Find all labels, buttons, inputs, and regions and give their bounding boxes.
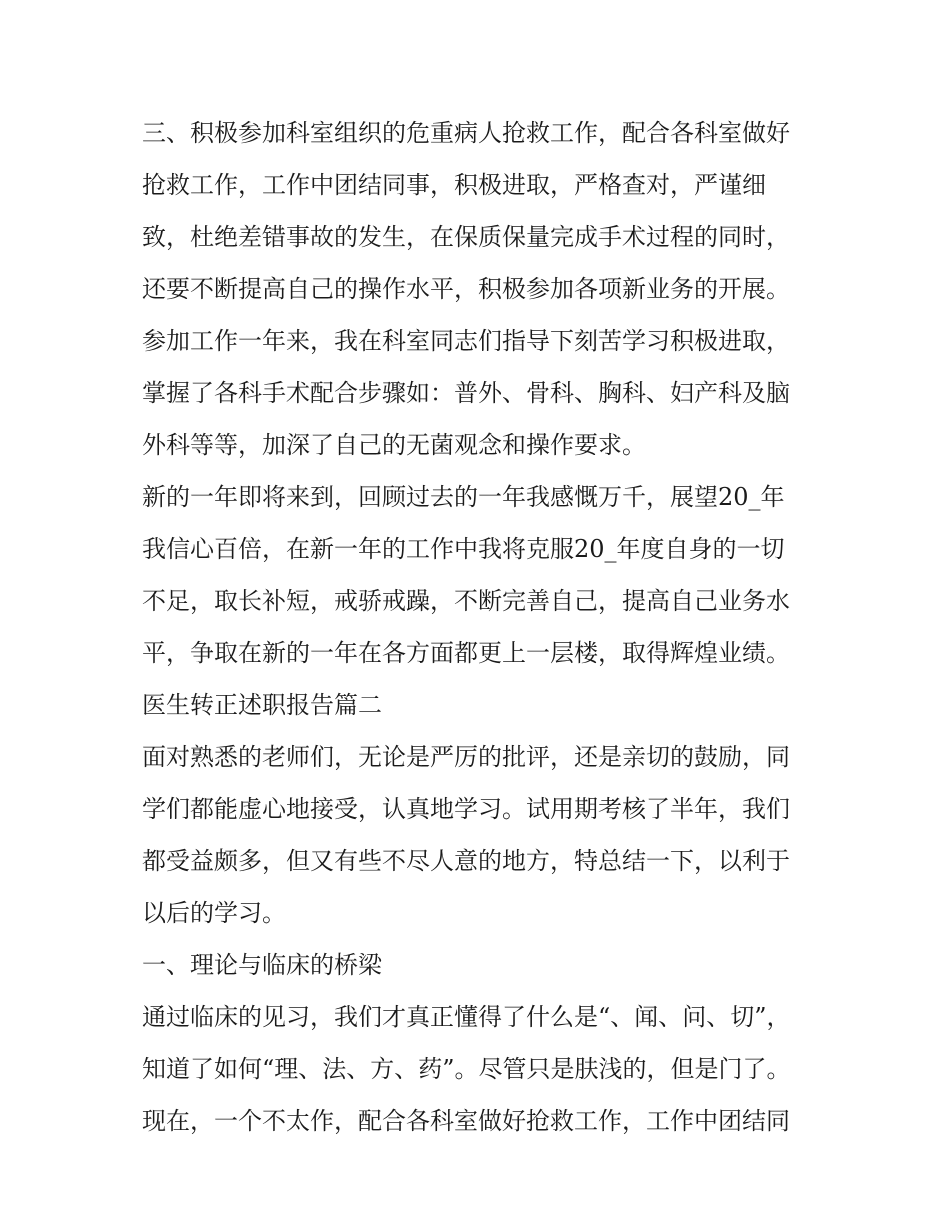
text-line: 面对熟悉的老师们，无论是严厉的批评，还是亲切的鼓励，同: [142, 743, 790, 771]
text-line: 致，杜绝差错事故的发生，在保质保量完成手术过程的同时，: [142, 223, 790, 251]
text-line: 新的一年即将来到，回顾过去的一年我感慨万千，展望20_年: [142, 483, 785, 511]
text-line: 抢救工作，工作中团结同事，积极进取，严格查对，严谨细: [142, 171, 766, 199]
text-line: 我信心百倍，在新一年的工作中我将克服20_年度自身的一切: [142, 535, 785, 563]
text-line: 现在，一个不太作，配合各科室做好抢救工作，工作中团结同: [142, 1107, 790, 1135]
text-line: 都受益颇多，但又有些不尽人意的地方，特总结一下，以利于: [142, 847, 790, 875]
text-line: 不足，取长补短，戒骄戒躁，不断完善自己，提高自己业务水: [142, 587, 790, 615]
section-heading: 医生转正述职报告篇二: [142, 691, 382, 719]
text-line: 学们都能虚心地接受，认真地学习。试用期考核了半年，我们: [142, 795, 790, 823]
text-line: 还要不断提高自己的操作水平，积极参加各项新业务的开展。: [142, 275, 790, 303]
text-line: 通过临床的见习，我们才真正懂得了什么是“、闻、问、切”，: [142, 1003, 791, 1031]
text-line: 三、积极参加科室组织的危重病人抢救工作，配合各科室做好: [142, 119, 790, 147]
text-line: 平，争取在新的一年在各方面都更上一层楼，取得辉煌业绩。: [142, 639, 790, 667]
subsection-heading: 一、理论与临床的桥梁: [142, 951, 382, 979]
document-body: [142, 107, 832, 1147]
text-line: 知道了如何“理、法、方、药”。尽管只是肤浅的，但是门了。: [142, 1055, 791, 1083]
text-line: 外科等等，加深了自己的无菌观念和操作要求。: [142, 431, 646, 459]
text-line: 以后的学习。: [142, 899, 286, 927]
text-line: 参加工作一年来，我在科室同志们指导下刻苦学习积极进取，: [142, 327, 790, 355]
text-line: 掌握了各科手术配合步骤如：普外、骨科、胸科、妇产科及脑: [142, 379, 790, 407]
